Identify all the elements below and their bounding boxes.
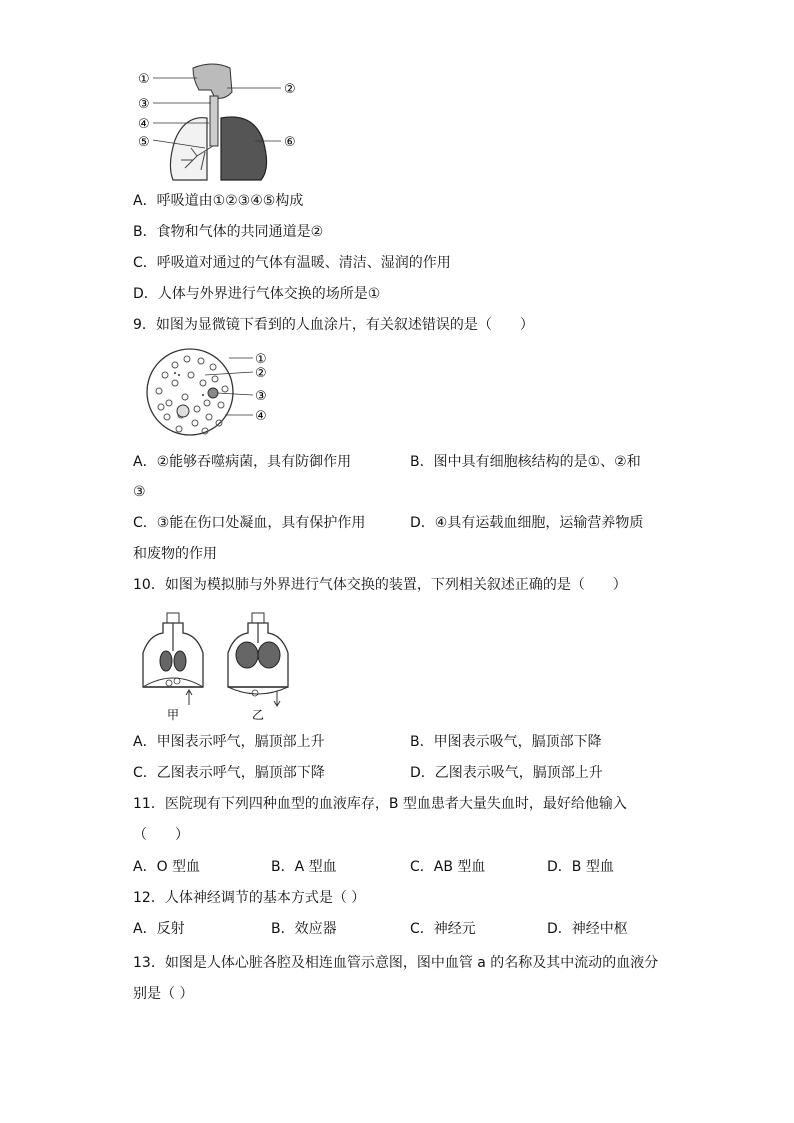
q11-stem: 11．医院现有下列四种血型的血液库存，B 型血患者大量失血时，最好给他输入 [133, 796, 627, 812]
q11-option-c: C．AB 型血 [410, 859, 486, 875]
blood-smear-figure [145, 345, 280, 440]
respiratory-system-figure [135, 60, 310, 185]
q12-option-c: C．神经元 [410, 921, 476, 937]
q11-option-d: D．B 型血 [547, 859, 614, 875]
q9-stem: 9．如图为显微镜下看到的人血涂片，有关叙述错误的是（ ） [133, 317, 534, 333]
q13-stem-cont: 别是（ ） [133, 986, 194, 1002]
q10-option-d: D．乙图表示吸气，膈顶部上升 [410, 765, 603, 781]
q8-option-d: D．人体与外界进行气体交换的场所是① [133, 286, 381, 302]
q10-option-a: A．甲图表示呼气，膈顶部上升 [133, 734, 325, 750]
q9-option-a: A．②能够吞噬病菌，具有防御作用 [133, 454, 352, 470]
figure-label-2: ② [284, 82, 296, 97]
figure-label-1: ① [138, 72, 150, 87]
figure-label-6: ⑥ [284, 135, 296, 150]
figure-label-5: ⑤ [138, 135, 150, 150]
lung-model-figure [135, 605, 310, 723]
figure-label-2: ② [255, 366, 267, 381]
q11-option-b: B．A 型血 [271, 859, 337, 875]
q11-stem-cont: （ ） [133, 827, 189, 843]
q10-stem: 10．如图为模拟肺与外界进行气体交换的装置，下列相关叙述正确的是（ ） [133, 577, 627, 593]
q8-option-b: B．食物和气体的共同通道是② [133, 224, 324, 240]
jar-label-yi: 乙 [252, 708, 265, 722]
q12-option-b: B．效应器 [271, 921, 337, 937]
q12-option-a: A．反射 [133, 921, 185, 937]
figure-label-4: ④ [255, 409, 267, 424]
q12-stem: 12．人体神经调节的基本方式是（ ） [133, 890, 366, 906]
figure-label-1: ① [255, 352, 267, 367]
jar-label-jia: 甲 [167, 708, 180, 722]
q13-stem: 13．如图是人体心脏各腔及相连血管示意图，图中血管 a 的名称及其中流动的血液分 [133, 955, 659, 971]
q8-option-a: A．呼吸道由①②③④⑤构成 [133, 193, 304, 209]
figure-label-3: ③ [255, 389, 267, 404]
q11-option-a: A．O 型血 [133, 859, 201, 875]
figure-label-3: ③ [138, 97, 150, 112]
q9-option-d-cont: 和废物的作用 [133, 546, 217, 562]
q9-option-b: B．图中具有细胞核结构的是①、②和 [410, 454, 641, 470]
figure-label-4: ④ [138, 117, 150, 132]
q8-option-c: C．呼吸道对通过的气体有温暖、清洁、湿润的作用 [133, 255, 451, 271]
q12-option-d: D．神经中枢 [547, 921, 628, 937]
q9-option-d: D．④具有运载血细胞，运输营养物质 [410, 515, 644, 531]
q10-option-b: B．甲图表示吸气，膈顶部下降 [410, 734, 602, 750]
q9-option-c: C．③能在伤口处凝血，具有保护作用 [133, 515, 366, 531]
q10-option-c: C．乙图表示呼气，膈顶部下降 [133, 765, 325, 781]
q9-option-b-cont: ③ [133, 484, 146, 500]
